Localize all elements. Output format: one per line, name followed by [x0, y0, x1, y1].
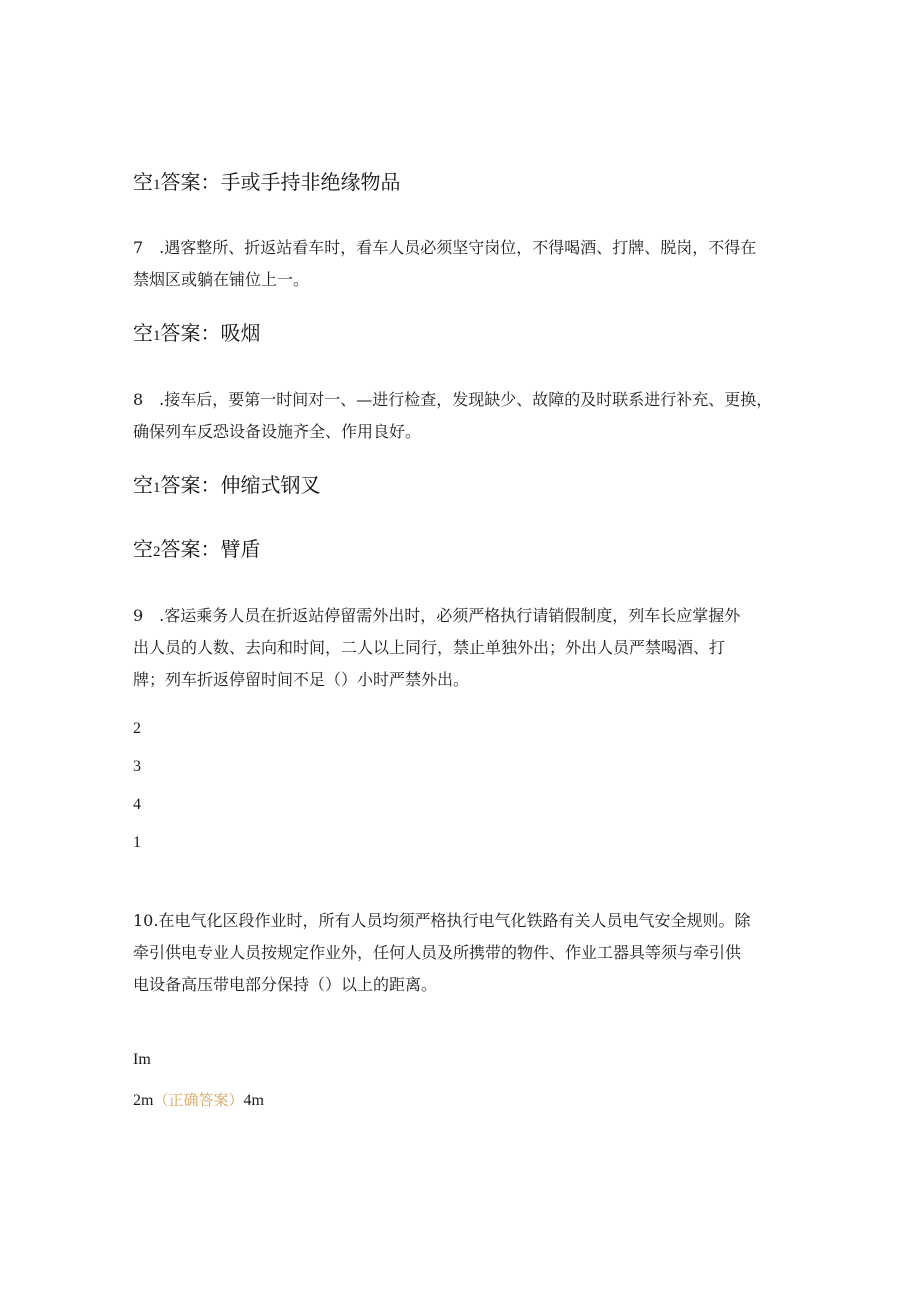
answer-q8-blank-2 [133, 535, 261, 566]
question-line: 10.在电气化区段作业时，所有人员均须严格执行电气化铁路有关人员电气安全规则。除 [133, 911, 751, 930]
question-line: 出人员的人数、去向和时间，二人以上同行，禁止单独外出；外出人员严禁喝酒、打 [133, 638, 726, 657]
question-line: 9 .客运乘务人员在折返站停留需外出时，必须严格执行请销假制度，列车长应掌握外 [133, 606, 741, 625]
q10-options-row [133, 1089, 264, 1112]
question-line: 禁烟区或躺在铺位上一。 [133, 270, 310, 289]
question-line: 牵引供电专业人员按规定作业外，任何人员及所携带的物件、作业工器具等须与牵引供 [133, 943, 742, 962]
q9-option-3[interactable]: 4 [133, 796, 141, 813]
blank-number: 1 [153, 177, 161, 193]
question-8 [133, 384, 793, 448]
question-line: 电设备高压带电部分保持（）以上的距离。 [133, 975, 438, 994]
question-10 [133, 905, 793, 1001]
answer-text: 答案：臂盾 [160, 537, 261, 561]
question-7 [133, 232, 793, 296]
question-line: 确保列车反恐设备设施齐全、作用良好。 [133, 422, 422, 441]
blank-prefix: 空 [133, 321, 153, 345]
blank-number: 1 [153, 480, 161, 496]
q10-option-1[interactable]: Im [133, 1051, 151, 1068]
question-line: 8 .接车后，要第一时间对一、—进行检查，发现缺少、故障的及时联系进行补充、更换， [133, 390, 773, 409]
q9-option-4[interactable]: 1 [133, 834, 141, 851]
q10-option-3[interactable]: 4m [243, 1092, 264, 1109]
question-9 [133, 600, 793, 696]
q9-option-2[interactable]: 3 [133, 758, 141, 775]
answer-text: 答案：手或手持非绝缘物品 [160, 170, 401, 194]
answer-q7-blank-1 [133, 319, 261, 350]
answer-q8-blank-1 [133, 471, 321, 502]
blank-prefix: 空 [133, 537, 153, 561]
q9-option-1[interactable]: 2 [133, 720, 141, 737]
question-line: 7 .遇客整所、折返站看车时，看车人员必须坚守岗位，不得喝酒、打牌、脱岗，不得在 [133, 238, 757, 257]
correct-answer-tag: （正确答案） [153, 1091, 244, 1109]
answer-text: 答案：吸烟 [160, 321, 261, 345]
blank-number: 1 [153, 328, 161, 344]
answer-q6-blank-1 [133, 168, 401, 199]
blank-prefix: 空 [133, 473, 153, 497]
blank-number: 2 [153, 544, 161, 560]
q10-option-2[interactable]: 2m [133, 1092, 154, 1109]
answer-text: 答案：伸缩式钢叉 [160, 473, 321, 497]
blank-prefix: 空 [133, 170, 153, 194]
question-line: 牌；列车折返停留时间不足（）小时严禁外出。 [133, 670, 470, 689]
